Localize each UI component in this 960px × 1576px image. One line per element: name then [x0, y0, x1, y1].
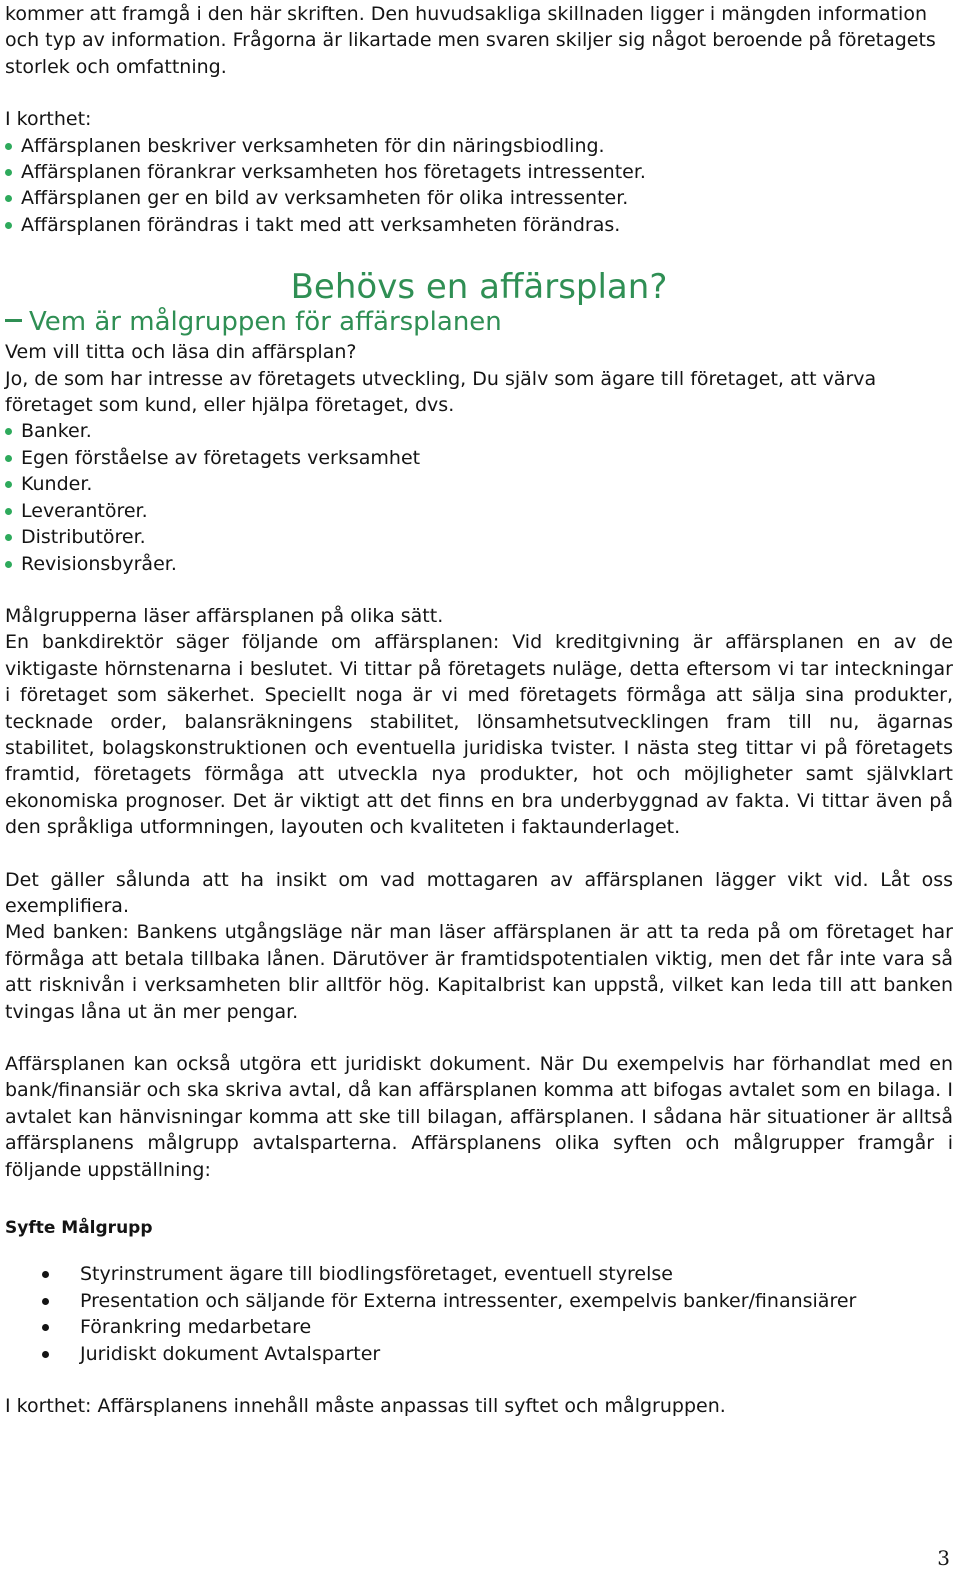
bullet-icon [42, 1271, 49, 1278]
with-bank-paragraph: Med banken: Bankens utgångsläge när man läser affärsplanen är att ta reda på om företaget har förmåga att betala tillbaka lånen. Därutöver är framtidspotentialen viktig, men det får inte vara så att risknivån i verksamheten blir alltför hög. Kapitalbrist kan uppstå, vilket kan leda till att banken tvingas låna ut än mer pengar. [5, 921, 953, 1023]
document-page [5, 0, 953, 1419]
bank-director-paragraph: En bankdirektör säger följande om affärsplanen: Vid kreditgivning är affärsplanen en av de viktigaste hörnstenarna i beslutet. Vi tittar på företagets nuläge, detta eftersom vi tar inteckningar i företaget som säkerhet. Speciellt noga är vi med företagets förmåga att sälja sina produkter, tecknade order, balansräkningens stabilitet, lönsamhetsutvecklingen fram till nu, ägarnas stabilitet, bolagskonstruktionen och eventuella juridiska tvister. I nästa steg tittar vi på företagets framtid, företagets förmåga att utveckla nya produkter, hot och möjligheter samt självklart ekonomiska prognoser. Det är viktigt att det finns en bra underbyggnad av fakta. Vi tittar även på den språkliga utformningen, layouten och kvaliteten i faktaunderlaget. [5, 631, 953, 839]
list-item: Kunder. [5, 471, 953, 497]
dash-icon [5, 319, 22, 322]
summary-list [5, 133, 953, 239]
bullet-icon [5, 561, 12, 568]
question-text: Vem vill titta och läsa din affärsplan? [5, 341, 357, 364]
list-item: Presentation och säljande för Externa intressenter, exempelvis banker/finansiärer [5, 1288, 953, 1314]
section-title: Behövs en affärsplan? [290, 267, 668, 308]
list-item: Banker. [5, 418, 953, 444]
list-item: Affärsplanen förankrar verksamheten hos företagets intressenter. [5, 159, 953, 185]
bullet-icon [5, 428, 12, 435]
bullet-icon [5, 195, 12, 202]
purpose-list [5, 1261, 953, 1367]
summary-heading: I korthet: [5, 108, 92, 131]
list-item: Förankring medarbetare [5, 1314, 953, 1340]
list-item: Egen förståelse av företagets verksamhet [5, 445, 953, 471]
bullet-icon [42, 1351, 49, 1358]
bullet-icon [5, 455, 12, 462]
page-number: 3 [937, 1546, 950, 1570]
bullet-icon [5, 534, 12, 541]
list-item: Revisionsbyråer. [5, 551, 953, 577]
list-item: Juridiskt dokument Avtalsparter [5, 1341, 953, 1367]
list-item: Affärsplanen ger en bild av verksamheten för olika intressenter. [5, 185, 953, 211]
bullet-icon [5, 481, 12, 488]
audience-list [5, 418, 953, 576]
insight-paragraph: Det gäller sålunda att ha insikt om vad mottagaren av affärsplanen lägger vikt vid. Låt oss exemplifiera. [5, 868, 953, 917]
legal-paragraph: Affärsplanen kan också utgöra ett juridiskt dokument. När Du exempelvis har förhandlat med en bank/finansiär och ska skriva avtal, då kan affärsplanen komma att bifogas avtalet som en bilaga. I avtalet kan hänvisningar komma att ske till bilagan, affärsplanen. I sådana här situationer är alltså affärsplanens målgrupp avtalsparterna. Affärsplanens olika syften och målgrupper framgår i följande uppställning: [5, 1053, 953, 1181]
conclusion-text: I korthet: Affärsplanens innehåll måste anpassas till syftet och målgruppen. [5, 1395, 726, 1418]
bullet-icon [5, 222, 12, 229]
bullet-icon [5, 143, 12, 150]
bullet-icon [42, 1324, 49, 1331]
bullet-icon [5, 508, 12, 515]
list-item: Styrinstrument ägare till biodlingsföretaget, eventuell styrelse [5, 1261, 953, 1287]
list-item: Affärsplanen beskriver verksamheten för din näringsbiodling. [5, 133, 953, 159]
intro-paragraph: kommer att framgå i den här skriften. Den huvudsakliga skillnaden ligger i mängden information och typ av information. Frågorna är likartade men svaren skiljer sig något beroende på företagets storlek och omfattning. [5, 3, 936, 78]
subsection-title: Vem är målgruppen för affärsplanen [5, 305, 953, 339]
list-item: Distributörer. [5, 524, 953, 550]
bullet-icon [5, 169, 12, 176]
bullet-icon [42, 1298, 49, 1305]
reading-paragraph: Målgrupperna läser affärsplanen på olika sätt. [5, 604, 444, 627]
list-item: Leverantörer. [5, 498, 953, 524]
list-item: Affärsplanen förändras i takt med att verksamheten förändras. [5, 212, 953, 238]
answer-text: Jo, de som har intresse av företagets utveckling, Du själv som ägare till företaget, att värva företaget som kund, eller hjälpa företaget, dvs. [5, 367, 877, 417]
table-heading: Syfte Målgrupp [5, 1218, 153, 1239]
